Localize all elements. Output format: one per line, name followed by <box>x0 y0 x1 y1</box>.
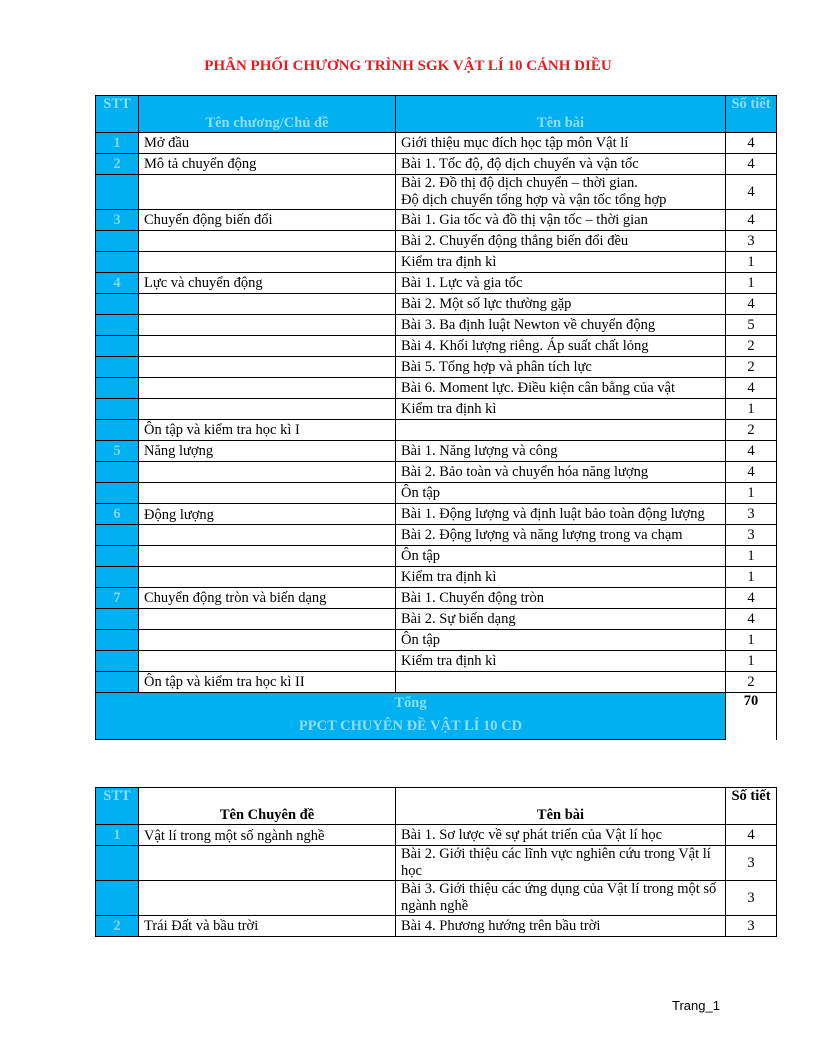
table-row <box>96 672 777 693</box>
row-stt: 2 <box>96 154 139 175</box>
row-periods: 3 <box>726 916 777 937</box>
table-row <box>96 504 777 525</box>
section2-title: PPCT CHUYÊN ĐỀ VẬT LÍ 10 CD <box>298 718 523 734</box>
table-row <box>96 175 777 210</box>
row-stt <box>96 651 139 672</box>
row-stt: 3 <box>96 210 139 231</box>
row-lesson: Bài 2. Động lượng và năng lượng trong va chạm <box>396 525 726 546</box>
row-chapter: Động lượng <box>139 504 396 525</box>
table-row <box>96 525 777 546</box>
row-lesson <box>396 672 726 693</box>
row-chapter <box>139 483 396 504</box>
row-periods: 3 <box>726 846 777 881</box>
table-row <box>96 231 777 252</box>
total-label: Tổng <box>394 695 427 711</box>
row-periods: 2 <box>726 336 777 357</box>
row-stt <box>96 525 139 546</box>
row-stt <box>96 252 139 273</box>
row-chapter <box>139 231 396 252</box>
row-chapter: Chuyển động tròn và biến dạng <box>139 588 396 609</box>
total-row <box>96 693 777 740</box>
row-stt <box>96 175 139 210</box>
page-number: Trang_1 <box>672 998 720 1013</box>
row-stt <box>96 357 139 378</box>
header-chapter: Tên chương/Chủ đề <box>139 96 396 133</box>
row-periods: 4 <box>726 154 777 175</box>
curriculum-table <box>95 95 777 740</box>
row-stt <box>96 462 139 483</box>
row-chapter: Chuyển động biến đổi <box>139 210 396 231</box>
row-stt: 1 <box>96 825 139 846</box>
table-row <box>96 378 777 399</box>
row-lesson: Giới thiệu mục đích học tập môn Vật lí <box>396 133 726 154</box>
row-periods: 4 <box>726 133 777 154</box>
row-lesson: Bài 2. Bảo toàn và chuyển hóa năng lượng <box>396 462 726 483</box>
header-periods: Số tiết <box>726 96 777 133</box>
row-topic: Trái Đất và bầu trời <box>139 916 396 937</box>
table-row <box>96 567 777 588</box>
row-stt <box>96 420 139 441</box>
row-chapter: Mở đầu <box>139 133 396 154</box>
row-periods: 2 <box>726 357 777 378</box>
document-title: PHÂN PHỐI CHƯƠNG TRÌNH SGK VẬT LÍ 10 CÁNH DIỀU <box>204 58 612 74</box>
row-chapter <box>139 294 396 315</box>
row-chapter: Năng lượng <box>139 441 396 462</box>
row-lesson: Kiểm tra định kì <box>396 567 726 588</box>
row-stt <box>96 672 139 693</box>
table-header-row <box>96 788 777 825</box>
table-row <box>96 588 777 609</box>
header-stt: STT <box>96 96 139 133</box>
table-row <box>96 609 777 630</box>
row-chapter <box>139 567 396 588</box>
row-lesson: Ôn tập <box>396 630 726 651</box>
row-periods: 1 <box>726 273 777 294</box>
row-chapter <box>139 357 396 378</box>
header-lesson: Tên bài <box>396 96 726 133</box>
table-row <box>96 546 777 567</box>
row-lesson: Ôn tập <box>396 483 726 504</box>
row-stt <box>96 294 139 315</box>
row-chapter <box>139 609 396 630</box>
row-chapter: Mô tả chuyển động <box>139 154 396 175</box>
total-value: 70 <box>726 693 777 740</box>
row-lesson: Bài 2. Chuyển động thẳng biến đổi đều <box>396 231 726 252</box>
table-row <box>96 462 777 483</box>
row-lesson: Bài 2. Giới thiệu các lĩnh vực nghiên cứu trong Vật lí học <box>396 846 726 881</box>
row-topic <box>139 846 396 881</box>
table-row <box>96 846 777 881</box>
row-periods: 3 <box>726 525 777 546</box>
row-periods: 3 <box>726 881 777 916</box>
table-row <box>96 916 777 937</box>
row-stt: 1 <box>96 133 139 154</box>
row-stt <box>96 336 139 357</box>
row-lesson: Bài 1. Lực và gia tốc <box>396 273 726 294</box>
table-row <box>96 336 777 357</box>
table-row <box>96 273 777 294</box>
row-stt: 7 <box>96 588 139 609</box>
row-periods: 1 <box>726 630 777 651</box>
row-lesson <box>396 420 726 441</box>
table-row <box>96 154 777 175</box>
row-lesson: Bài 1. Sơ lược về sự phát triển của Vật lí học <box>396 825 726 846</box>
table-row <box>96 825 777 846</box>
row-chapter <box>139 630 396 651</box>
row-periods: 4 <box>726 175 777 210</box>
row-lesson: Bài 1. Động lượng và định luật bảo toàn động lượng <box>396 504 726 525</box>
table-row <box>96 210 777 231</box>
row-periods: 2 <box>726 672 777 693</box>
row-chapter <box>139 525 396 546</box>
row-lesson: Kiểm tra định kì <box>396 651 726 672</box>
row-stt <box>96 315 139 336</box>
header-stt: STT <box>96 788 139 825</box>
row-lesson: Bài 5. Tổng hợp và phân tích lực <box>396 357 726 378</box>
row-chapter <box>139 175 396 210</box>
row-stt <box>96 483 139 504</box>
row-periods: 4 <box>726 825 777 846</box>
table-row <box>96 357 777 378</box>
row-lesson: Bài 4. Phương hướng trên bầu trời <box>396 916 726 937</box>
row-chapter <box>139 399 396 420</box>
table-row <box>96 294 777 315</box>
row-stt <box>96 881 139 916</box>
row-lesson: Bài 4. Khối lượng riêng. Áp suất chất lỏng <box>396 336 726 357</box>
row-periods: 1 <box>726 483 777 504</box>
row-chapter: Ôn tập và kiểm tra học kì II <box>139 672 396 693</box>
row-lesson: Bài 6. Moment lực. Điều kiện cân bằng của vật <box>396 378 726 399</box>
row-lesson: Kiểm tra định kì <box>396 252 726 273</box>
row-lesson: Bài 2. Đồ thị độ dịch chuyển – thời gian. Độ dịch chuyển tổng hợp và vận tốc tổng hợp <box>396 175 726 210</box>
row-stt <box>96 231 139 252</box>
row-topic: Vật lí trong một số ngành nghề <box>139 825 396 846</box>
table-header-row <box>96 96 777 133</box>
row-periods: 1 <box>726 399 777 420</box>
row-chapter <box>139 651 396 672</box>
row-chapter: Ôn tập và kiểm tra học kì I <box>139 420 396 441</box>
row-lesson: Bài 1. Tốc độ, độ dịch chuyển và vận tốc <box>396 154 726 175</box>
row-periods: 4 <box>726 441 777 462</box>
row-periods: 1 <box>726 546 777 567</box>
row-chapter <box>139 315 396 336</box>
row-topic <box>139 881 396 916</box>
row-chapter <box>139 252 396 273</box>
table-row <box>96 133 777 154</box>
row-chapter <box>139 546 396 567</box>
row-periods: 5 <box>726 315 777 336</box>
row-lesson: Bài 1. Chuyển động tròn <box>396 588 726 609</box>
row-periods: 3 <box>726 231 777 252</box>
row-lesson: Kiểm tra định kì <box>396 399 726 420</box>
row-periods: 2 <box>726 420 777 441</box>
table-row <box>96 483 777 504</box>
row-lesson: Bài 2. Một số lực thường gặp <box>396 294 726 315</box>
row-lesson: Bài 3. Ba định luật Newton về chuyển động <box>396 315 726 336</box>
row-stt: 6 <box>96 504 139 525</box>
row-stt <box>96 609 139 630</box>
row-lesson: Bài 1. Năng lượng và công <box>396 441 726 462</box>
row-periods: 4 <box>726 609 777 630</box>
table-row <box>96 315 777 336</box>
row-stt <box>96 567 139 588</box>
row-periods: 1 <box>726 651 777 672</box>
row-periods: 1 <box>726 252 777 273</box>
row-chapter <box>139 462 396 483</box>
row-stt: 4 <box>96 273 139 294</box>
row-chapter <box>139 378 396 399</box>
row-periods: 4 <box>726 210 777 231</box>
table-row <box>96 441 777 462</box>
row-lesson: Ôn tập <box>396 546 726 567</box>
row-stt <box>96 630 139 651</box>
table-row <box>96 630 777 651</box>
row-lesson: Bài 3. Giới thiệu các ứng dụng của Vật lí trong một số ngành nghề <box>396 881 726 916</box>
row-stt <box>96 399 139 420</box>
header-lesson: Tên bài <box>396 788 726 825</box>
total-cell <box>96 693 726 740</box>
row-stt <box>96 546 139 567</box>
row-periods: 4 <box>726 588 777 609</box>
row-stt <box>96 378 139 399</box>
table-row <box>96 420 777 441</box>
table-row <box>96 399 777 420</box>
row-periods: 4 <box>726 294 777 315</box>
row-periods: 4 <box>726 462 777 483</box>
header-periods: Số tiết <box>726 788 777 825</box>
topic-table <box>95 787 777 937</box>
row-stt: 5 <box>96 441 139 462</box>
row-chapter <box>139 336 396 357</box>
row-periods: 1 <box>726 567 777 588</box>
header-topic: Tên Chuyên đề <box>139 788 396 825</box>
row-lesson: Bài 1. Gia tốc và đồ thị vận tốc – thời gian <box>396 210 726 231</box>
row-stt: 2 <box>96 916 139 937</box>
row-chapter: Lực và chuyển động <box>139 273 396 294</box>
table-row <box>96 252 777 273</box>
table-row <box>96 881 777 916</box>
row-periods: 4 <box>726 378 777 399</box>
table-row <box>96 651 777 672</box>
row-stt <box>96 846 139 881</box>
row-periods: 3 <box>726 504 777 525</box>
row-lesson: Bài 2. Sự biến dạng <box>396 609 726 630</box>
